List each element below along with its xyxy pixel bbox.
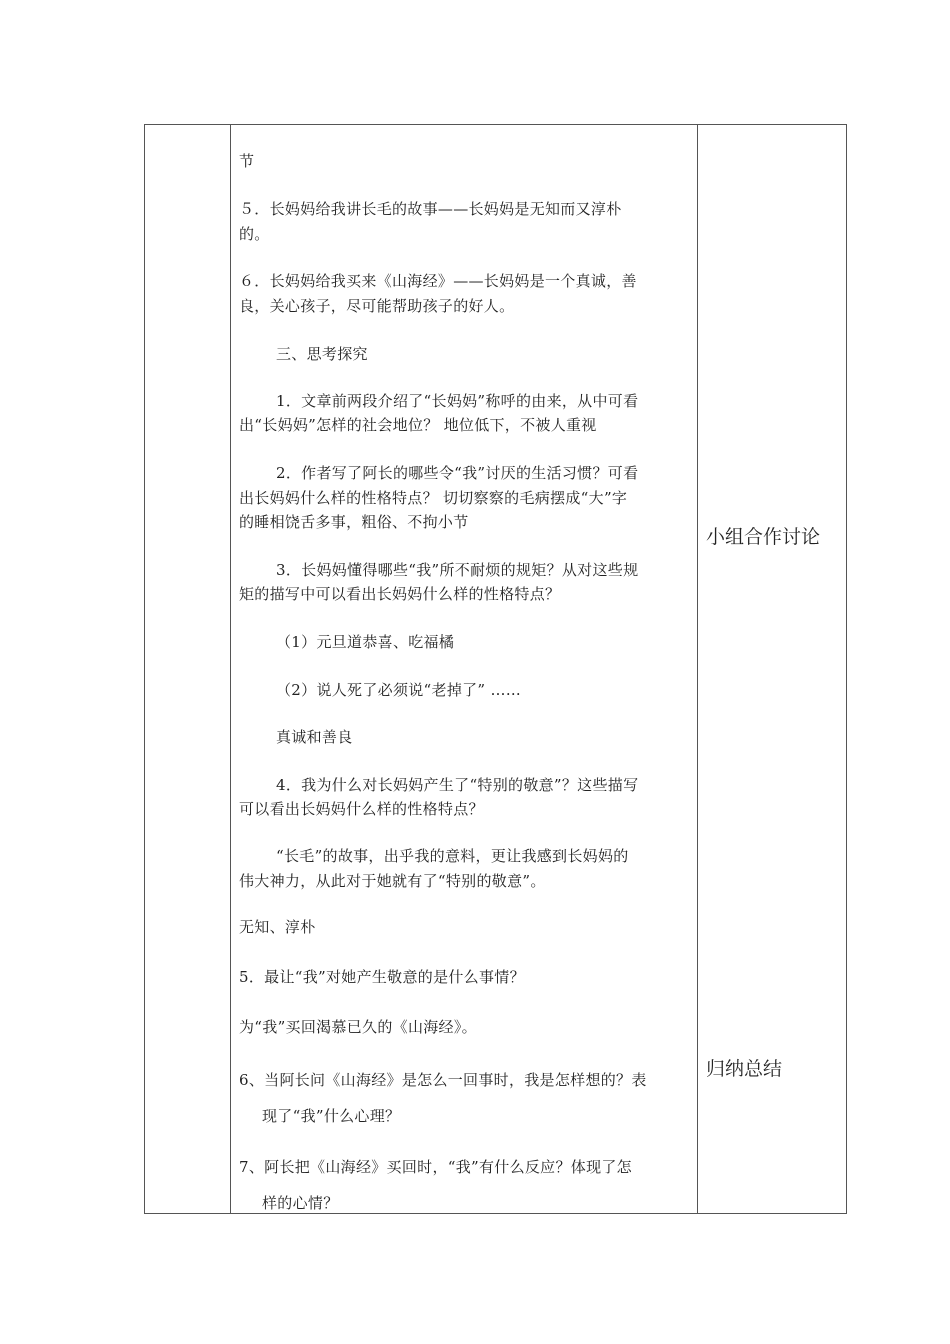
text-line: 现了“我”什么心理？: [262, 1107, 401, 1125]
text-line: 伟大神力，从此对于她就有了“特别的敬意”。: [239, 872, 546, 890]
text-line: 样的心情？: [262, 1194, 339, 1212]
text-line: 2．作者写了阿长的哪些令“我”讨厌的生活习惯？可看: [276, 464, 639, 482]
text-line: （2）说人死了必须说“老掉了” ……: [276, 681, 522, 699]
column-divider: [230, 125, 231, 1213]
text-line: （1）元旦道恭喜、吃福橘: [276, 633, 455, 651]
text-line: 出“长妈妈”怎样的社会地位？ 地位低下，不被人重视: [239, 416, 597, 434]
section-heading: 三、思考探究: [276, 345, 368, 363]
text-line: “长毛”的故事，出乎我的意料，更让我感到长妈妈的: [276, 847, 629, 865]
text-line: 真诚和善良: [276, 728, 353, 746]
text-line: 7、阿长把《山海经》买回时，“我”有什么反应？体现了怎: [239, 1158, 632, 1176]
text-line: 出长妈妈什么样的性格特点？ 切切察察的毛病摆成“大”字: [239, 489, 628, 507]
text-line: ６．长妈妈给我买来《山海经》——长妈妈是一个真诚，善: [239, 272, 637, 290]
activity-group-discussion: 小组合作讨论: [706, 526, 821, 548]
text-line: 为“我”买回渴慕已久的《山海经》。: [239, 1018, 477, 1036]
text-line: 的睡相饶舌多事，粗俗、不拘小节: [239, 513, 469, 531]
text-line: 节: [239, 152, 255, 170]
text-line: 5．最让“我”对她产生敬意的是什么事情？: [239, 968, 525, 986]
text-line: 6、当阿长问《山海经》是怎么一回事时，我是怎样想的？表: [239, 1071, 647, 1089]
text-line: 无知、淳朴: [239, 918, 316, 936]
text-line: 3．长妈妈懂得哪些“我”所不耐烦的规矩？从对这些规: [276, 561, 639, 579]
text-line: 可以看出长妈妈什么样的性格特点？: [239, 800, 484, 818]
activity-summary: 归纳总结: [706, 1058, 783, 1080]
text-line: 4．我为什么对长妈妈产生了“特别的敬意”？这些描写: [276, 776, 639, 794]
text-line: 的。: [239, 225, 270, 243]
text-line: ５．长妈妈给我讲长毛的故事——长妈妈是无知而又淳朴: [239, 200, 622, 218]
text-line: 1．文章前两段介绍了“长妈妈”称呼的由来，从中可看: [276, 392, 639, 410]
text-line: 良，关心孩子，尽可能帮助孩子的好人。: [239, 297, 515, 315]
column-divider: [697, 125, 698, 1213]
text-line: 矩的描写中可以看出长妈妈什么样的性格特点？: [239, 585, 561, 603]
